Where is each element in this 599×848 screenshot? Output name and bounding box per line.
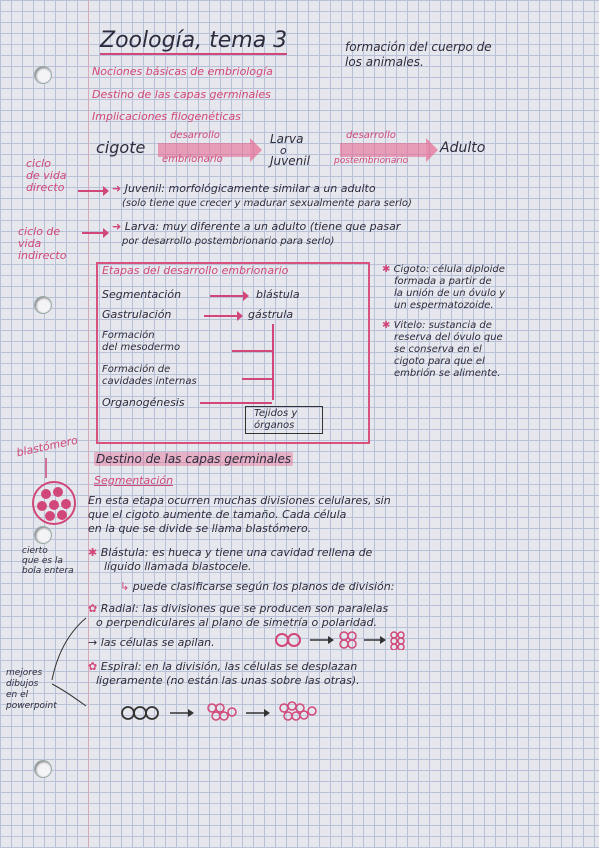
- connector-organogenesis: [200, 402, 272, 404]
- note-line: dibujos: [6, 679, 39, 689]
- note-line: indirecto: [18, 249, 67, 262]
- note-line: powerpoint: [6, 701, 57, 711]
- spiral-cleavage-drawing: [118, 700, 338, 726]
- clasif-line: [120, 580, 394, 593]
- destino-para-line2: que el cigoto aumente de tamaño. Cada célula: [88, 508, 347, 521]
- juvenil-def-line1: [112, 182, 376, 195]
- cigoto-def-line: la unión de un óvulo y: [394, 288, 506, 299]
- radial-cleavage-drawing: [272, 630, 412, 650]
- note-ciclo-directo: [26, 158, 67, 194]
- arrow-gastrulacion: [204, 315, 238, 317]
- etapa-formacion-line1: Formación: [102, 330, 155, 341]
- blastomere-pointer: [40, 458, 52, 480]
- arrow-postembryonic: [340, 143, 426, 157]
- radial-line2: o perpendiculares al plano de simetría o polaridad.: [96, 616, 378, 629]
- espiral-line2: ligeramente (no están las unas sobre las otras).: [96, 674, 360, 687]
- or-label: o: [280, 144, 287, 157]
- tejidos-line1: Tejidos y: [254, 408, 298, 419]
- espiral-text: Espiral: en la división, las células se desplazan: [100, 660, 358, 673]
- etapa-gastrulacion: Gastrulación: [102, 308, 172, 321]
- destino-heading: [94, 452, 293, 466]
- bullet-flower-icon: ✿: [88, 602, 101, 615]
- bullet-arrow-icon: ➜: [112, 182, 125, 195]
- bullet-flower-icon: ✿: [88, 660, 101, 673]
- note-line: directo: [26, 181, 65, 194]
- vitelo-def-text: Vitelo: sustancia de: [393, 320, 492, 331]
- destino-para-line1: En esta etapa ocurren muchas divisiones celulares, sin: [88, 494, 391, 507]
- apilan-line: [88, 636, 215, 649]
- asterisk-icon: ✱: [382, 320, 394, 331]
- binder-hole: [34, 526, 52, 544]
- clasif-text: puede clasificarse según los planos de división:: [132, 580, 395, 593]
- binder-hole: [34, 66, 52, 84]
- index-item-3: Implicaciones filogenéticas: [92, 110, 241, 123]
- note-line: ciclo de: [18, 225, 61, 238]
- etapa-formacion-line2: del mesodermo: [102, 342, 181, 353]
- title-topic-line1: formación del cuerpo de: [345, 40, 492, 54]
- apilan-text: las células se apilan.: [100, 636, 215, 649]
- juvenil-def-text: Juvenil: morfológicamente similar a un adulto: [124, 182, 376, 195]
- radial-line1: [88, 602, 388, 615]
- cigote-label: cigote: [96, 138, 146, 157]
- adulto-label: Adulto: [440, 140, 486, 156]
- vitelo-def-line: reserva del óvulo que: [394, 332, 503, 343]
- arrow-icon: ↳: [120, 580, 133, 593]
- larva-def-line2: por desarrollo postembrionario para serlo): [122, 236, 335, 247]
- connector-formacion: [232, 350, 272, 352]
- juvenil-label: Juvenil: [270, 154, 310, 168]
- blastula-def-line2: líquido llamada blastocele.: [104, 560, 252, 573]
- margin-line: [88, 0, 89, 848]
- note-line: que es la: [22, 556, 63, 566]
- note-line: bola entera: [22, 566, 74, 576]
- binder-hole: [34, 296, 52, 314]
- cigoto-def: [382, 264, 505, 312]
- arrow2-bottom-label: postembrionario: [334, 156, 409, 166]
- cigoto-def-text: Cigoto: célula diploide: [393, 264, 505, 275]
- cigoto-def-line: formada a partir de: [394, 276, 492, 287]
- note-line: cierto: [22, 546, 48, 556]
- note-line: vida: [18, 237, 42, 250]
- larva-def-text: Larva: muy diferente a un adulto (tiene que pasar: [124, 220, 401, 233]
- arrow-icon: →: [88, 636, 101, 649]
- destino-heading-text: Destino de las capas germinales: [96, 452, 292, 466]
- radial-text: Radial: las divisiones que se producen son paralelas: [100, 602, 389, 615]
- arrow1-top-label: desarrollo: [170, 130, 220, 141]
- arrow-segmentacion: [210, 295, 244, 297]
- etapa-blastula: blástula: [256, 288, 300, 301]
- note-ciclo-indirecto: [18, 226, 66, 262]
- bullet-arrow-icon: ➜: [112, 220, 125, 233]
- binder-hole: [34, 760, 52, 778]
- larva-def-line1: [112, 220, 400, 233]
- tejidos-line2: órganos: [254, 420, 295, 431]
- bullet-asterisk-icon: ✱: [88, 546, 101, 559]
- cigoto-def-line: [382, 264, 505, 276]
- index-item-1: Nociones básicas de embriología: [92, 65, 273, 78]
- arrow2-top-label: desarrollo: [346, 130, 396, 141]
- vitelo-def-line: cigoto para que el: [394, 356, 485, 367]
- mejores-pointer: [50, 610, 90, 710]
- etapas-heading: Etapas del desarrollo embrionario: [102, 264, 289, 277]
- etapa-gastrula: gástrula: [248, 308, 294, 321]
- segmentacion-subheading: Segmentación: [94, 474, 174, 487]
- title-topic-line2: los animales.: [345, 55, 424, 69]
- cigoto-def-line: un espermatozoide.: [394, 300, 494, 311]
- etapa-organogenesis: Organogénesis: [102, 396, 185, 409]
- arrow-indirecto: [82, 232, 104, 234]
- arrow-directo: [78, 190, 104, 192]
- connector-cavidades: [242, 378, 272, 380]
- note-line: en el: [6, 690, 29, 700]
- destino-para-line3: en la que se divide se llama blastómero.: [88, 522, 312, 535]
- vitelo-def-line: [382, 320, 503, 332]
- vitelo-def: [382, 320, 503, 380]
- asterisk-icon: ✱: [382, 264, 394, 275]
- page-title: [100, 28, 287, 53]
- espiral-line1: [88, 660, 357, 673]
- etapa-cavidades-line1: Formación de: [102, 364, 171, 375]
- connector-vertical: [272, 324, 274, 400]
- note-cierto: [22, 546, 74, 576]
- blastula-def-line1: [88, 546, 372, 559]
- note-blastomero: blastómero: [15, 433, 79, 460]
- title-main: Zoología, tema 3: [100, 28, 288, 53]
- blastula-def-text: Blástula: es hueca y tiene una cavidad rellena de: [100, 546, 373, 559]
- blastomere-drawing: [28, 478, 80, 528]
- vitelo-def-line: se conserva en el: [394, 344, 482, 355]
- note-line: ciclo: [26, 157, 51, 170]
- etapa-segmentacion: Segmentación: [102, 288, 182, 301]
- etapa-cavidades-line2: cavidades internas: [102, 376, 197, 387]
- index-item-2: Destino de las capas germinales: [92, 88, 271, 101]
- juvenil-def-line2: (solo tiene que crecer y madurar sexualmente para serlo): [122, 198, 412, 209]
- arrow1-bottom-label: embrionario: [162, 154, 223, 165]
- note-line: mejores: [6, 668, 43, 678]
- larva-label: Larva: [270, 132, 304, 146]
- note-line: de vida: [26, 169, 67, 182]
- vitelo-def-line: embrión se alimente.: [394, 368, 501, 379]
